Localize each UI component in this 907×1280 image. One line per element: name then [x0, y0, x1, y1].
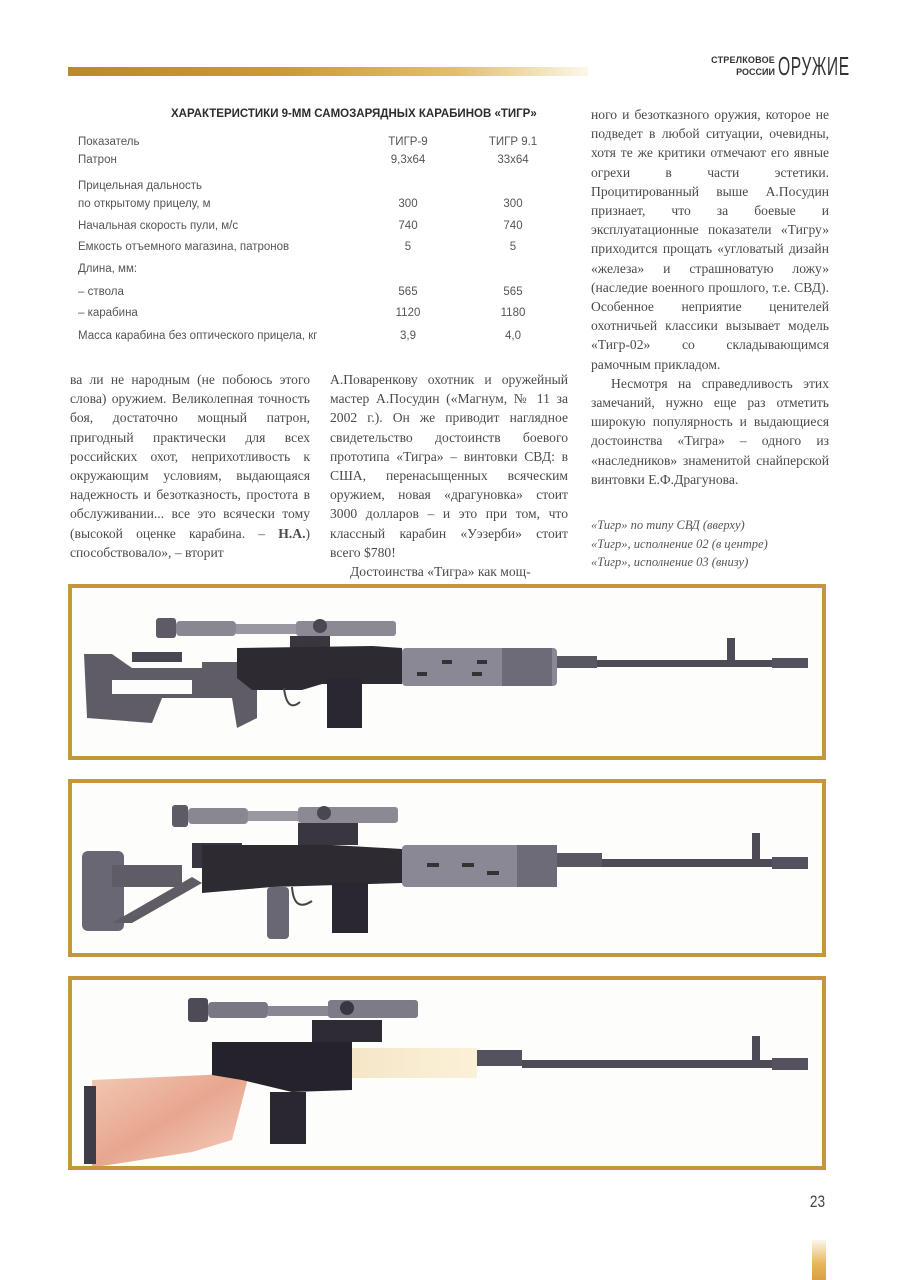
row-label: Начальная скорость пули, м/с [78, 220, 239, 232]
article-paragraph: Достоинства «Тигра» как мощ- [350, 564, 531, 580]
header-accent-bar [68, 67, 588, 76]
footer-accent-bar [812, 1240, 826, 1280]
magazine-logo [700, 51, 850, 82]
row-label: Емкость отъемного магазина, патронов [78, 241, 290, 253]
row-value: 5 [509, 241, 517, 253]
row-label: по открытому прицелу, м [78, 198, 211, 210]
article-column-1 [70, 370, 310, 562]
rifle-image [72, 783, 822, 953]
column-header-tigr91: ТИГР 9.1 [488, 136, 538, 148]
row-value: 5 [404, 241, 412, 253]
photo-rifle-svd-type [68, 584, 826, 760]
photo-captions [591, 516, 831, 572]
article-column-2 [330, 370, 568, 581]
row-value: 1180 [500, 307, 526, 319]
table-row [78, 330, 558, 346]
article-column-3 [591, 105, 829, 489]
row-value: 565 [398, 286, 418, 298]
row-value: 9,3х64 [390, 154, 426, 166]
table-row [78, 198, 558, 214]
row-value: 740 [398, 220, 418, 232]
row-value: 1120 [395, 307, 421, 319]
article-paragraph: Несмотря на справедливость этих замечаний, нужно еще раз отметить широкую популярность и выдающиеся достоинства «Тигра» – одного из «наследников» знаменитой снайперской винтовки Е.Ф.Драгунова. [591, 375, 829, 487]
table-row [78, 286, 558, 302]
logo-line-1: СТРЕЛКОВОЕ [711, 55, 775, 65]
table-row [78, 263, 558, 279]
table-row [78, 154, 558, 170]
caption-bottom: «Тигр», исполнение 03 (внизу) [591, 555, 749, 569]
article-text: ) способствовало», – вторит [70, 525, 310, 560]
rifle-image [72, 588, 822, 756]
row-label: Патрон [78, 154, 117, 166]
row-value: 33х64 [497, 154, 529, 166]
row-value: 3,9 [400, 330, 416, 342]
table-row [78, 307, 558, 323]
rifle-image [72, 980, 822, 1166]
row-value: 4,0 [505, 330, 521, 342]
photo-rifle-variant-03 [68, 976, 826, 1170]
table-row [78, 220, 558, 236]
article-paragraph: ного и безотказного оружия, которое не подведет в любой ситуации, очевидны, хотя те же критики отмечают его явные огрехи в части эстетики. Процитированный выше А.Посудин признает, что за боевые и эксплуатационные показатели «Тигру» приходится прощать «угловатый дизайн «железа» и страшноватую ложу» (наследие военного прошлого, т.е. СВД). Особенное неприятие ценителей охотничьей классики вызывает модель «Тигр-02» со складывающимся рамочным прикладом. [591, 107, 829, 372]
logo-line-2: РОССИИ [736, 67, 775, 77]
row-value: 300 [503, 198, 523, 210]
spec-table-header [78, 136, 558, 152]
row-value: 740 [503, 220, 523, 232]
row-label: Длина, мм: [78, 263, 138, 275]
table-row [78, 241, 558, 257]
logo-big-word: ОРУЖИЕ [778, 51, 850, 81]
page-number: 23 [809, 1192, 826, 1211]
table-row [78, 180, 558, 196]
row-label: Прицельная дальность [78, 180, 202, 192]
caption-top: «Тигр» по типу СВД (вверху) [591, 518, 745, 532]
column-header-parameter: Показатель [78, 136, 140, 148]
spec-table-title: ХАРАКТЕРИСТИКИ 9-ММ САМОЗАРЯДНЫХ КАРАБИНОВ «ТИГР» [171, 108, 537, 120]
article-text: ва ли не народным (не побоюсь этого слова) оружием. Великолепная точность боя, достаточно мощный патрон, пригодный практически для всех российских охот, неприхотливость к окружающим условиям, выдающаяся надежность и безотказность, простота в обслуживании... все это всячески тому (высокой оценке карабина. – [70, 372, 310, 541]
article-paragraph: А.Поваренкову охотник и оружейный мастер А.Посудин («Магнум, № 11 за 2002 г.). Он же приводит наглядное свидетельство достоинств боевого прототипа «Тигра» – винтовки СВД: в США, перенасыщенных всяческим оружием, новая «драгуновка» стоит 3000 долларов – и это при том, что классный карабин «Уэзерби» стоит всего $780! [330, 372, 568, 560]
caption-center: «Тигр», исполнение 02 (в центре) [591, 536, 768, 551]
row-label: – карабина [78, 307, 138, 319]
row-value: 565 [503, 286, 523, 298]
photo-rifle-variant-02 [68, 779, 826, 957]
column-header-tigr9: ТИГР-9 [388, 136, 428, 148]
row-label: Масса карабина без оптического прицела, кг [78, 330, 318, 342]
row-label: – ствола [78, 286, 124, 298]
row-value: 300 [398, 198, 418, 210]
author-initials: Н.А. [278, 525, 306, 541]
